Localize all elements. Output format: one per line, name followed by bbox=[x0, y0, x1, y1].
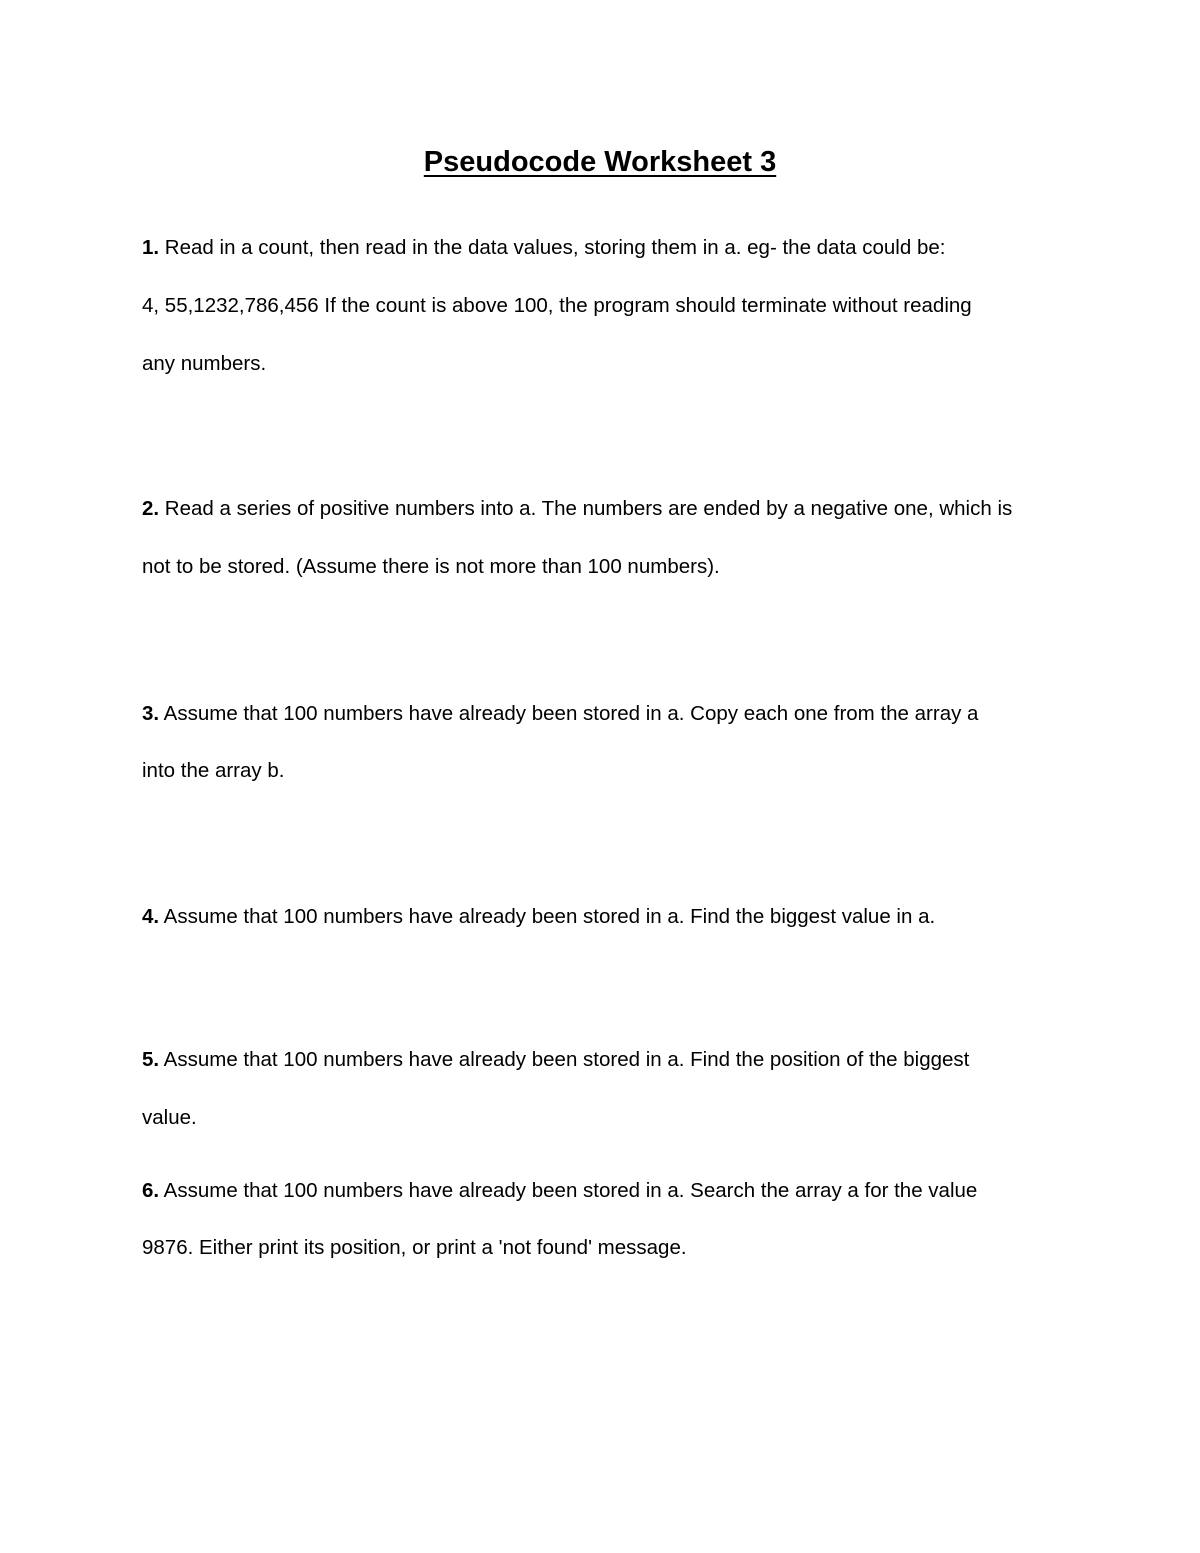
question-1-line-3: any numbers. bbox=[142, 352, 267, 375]
question-5-text: Assume that 100 numbers have already been stored in a. Find the position of the biggest bbox=[159, 1048, 970, 1071]
question-4-text: Assume that 100 numbers have already been stored in a. Find the biggest value in a. bbox=[159, 905, 936, 928]
question-2-line-1 bbox=[142, 494, 1012, 524]
question-3-number: 3. bbox=[142, 702, 160, 725]
question-1-line-2: 4, 55,1232,786,456 If the count is above 100, the program should terminate without reading bbox=[142, 294, 972, 317]
question-6-line-1 bbox=[142, 1176, 977, 1206]
question-1-number: 1. bbox=[142, 236, 160, 259]
question-3-line-1 bbox=[142, 699, 978, 729]
question-6-line-2: 9876. Either print its position, or print a 'not found' message. bbox=[142, 1236, 687, 1259]
question-1-line-1 bbox=[142, 233, 945, 263]
question-4-line-1 bbox=[142, 902, 935, 932]
question-6-text: Assume that 100 numbers have already been stored in a. Search the array a for the value bbox=[159, 1179, 978, 1202]
question-3-line-2: into the array b. bbox=[142, 759, 285, 782]
question-5-line-2: value. bbox=[142, 1106, 197, 1129]
question-2-number: 2. bbox=[142, 497, 160, 520]
question-3-text: Assume that 100 numbers have already been stored in a. Copy each one from the array a bbox=[159, 702, 979, 725]
question-1-text: Read in a count, then read in the data values, storing them in a. eg- the data could be: bbox=[159, 236, 946, 259]
question-4-number: 4. bbox=[142, 905, 160, 928]
page-title: Pseudocode Worksheet 3 bbox=[423, 146, 777, 178]
question-5-number: 5. bbox=[142, 1048, 160, 1071]
question-2-text: Read a series of positive numbers into a. The numbers are ended by a negative one, which is bbox=[159, 497, 1013, 520]
question-5-line-1 bbox=[142, 1045, 969, 1075]
question-6-number: 6. bbox=[142, 1179, 160, 1202]
question-2-line-2: not to be stored. (Assume there is not more than 100 numbers). bbox=[142, 555, 720, 578]
